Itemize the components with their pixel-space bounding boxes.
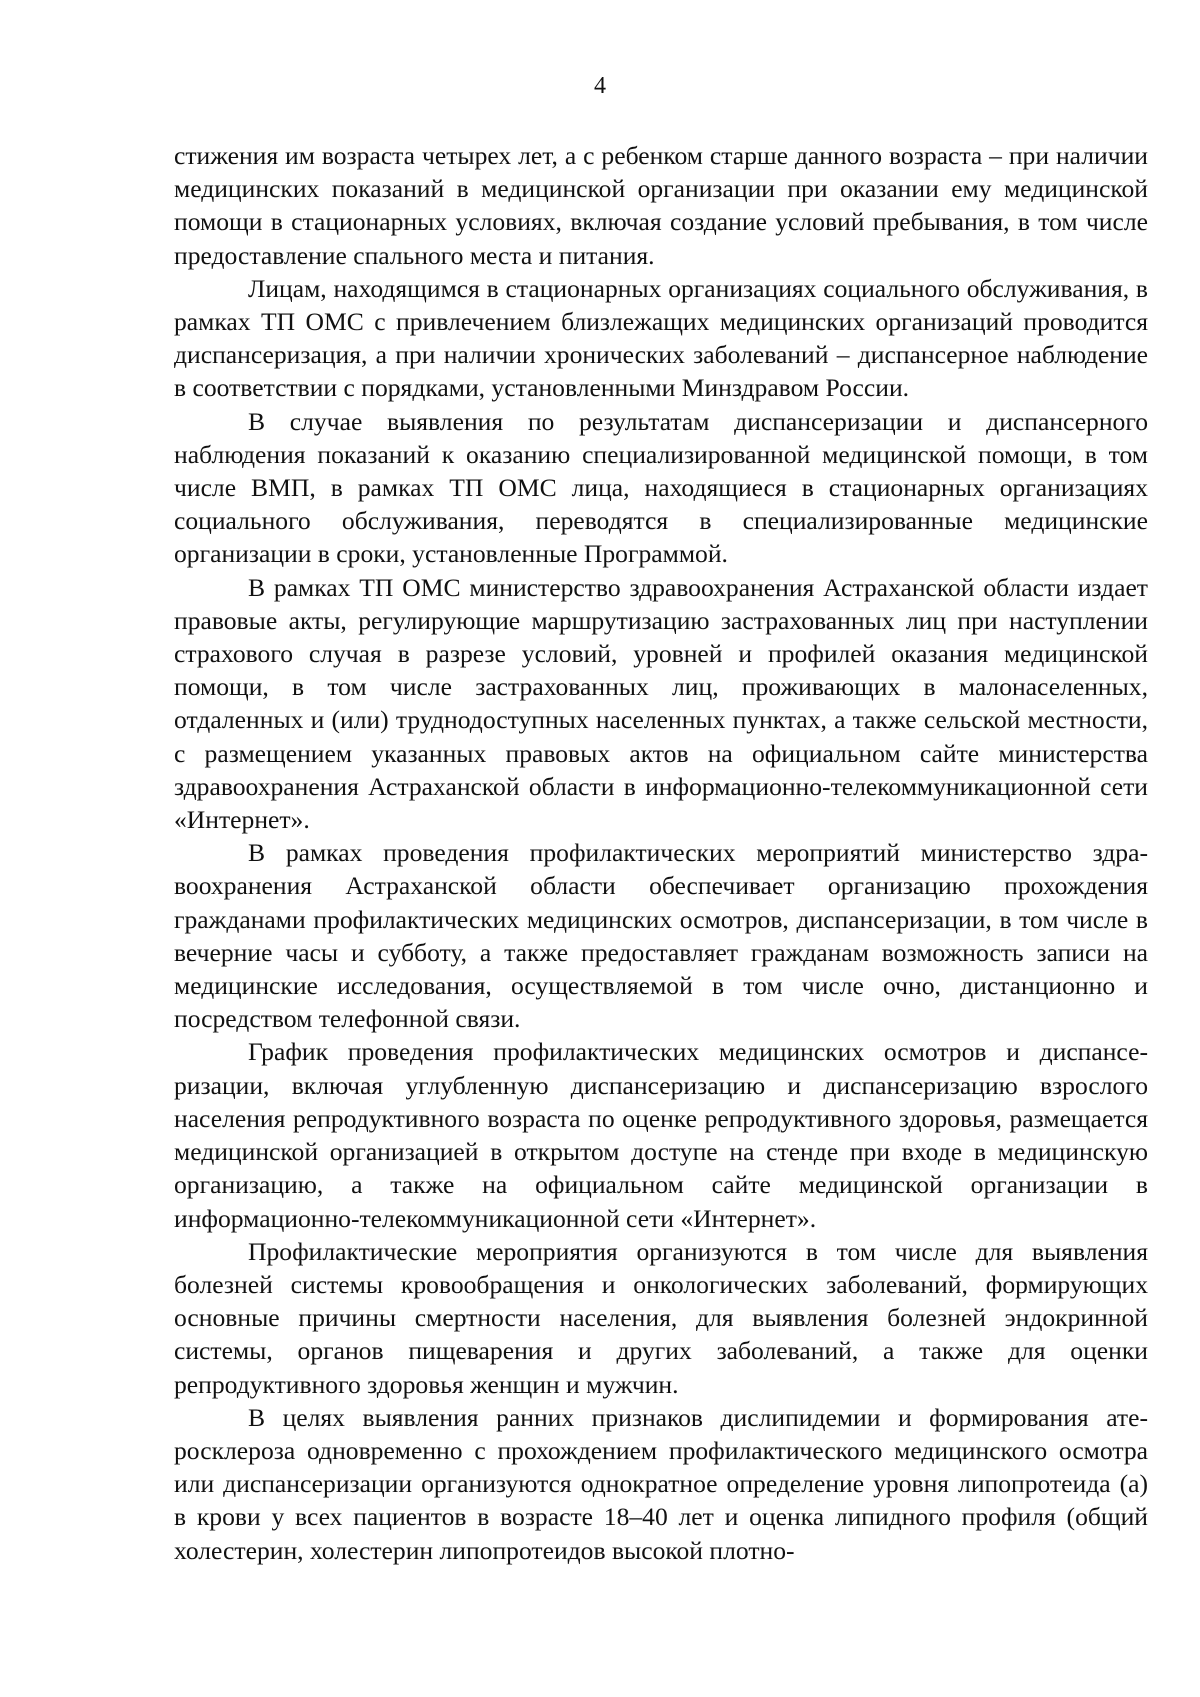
paragraph-social-care-residents: Лицам, находящимся в стационарных организациях социального обслуживания, в рамках ТП ОМС с привлечением близлежащих медицинских организаций проводится диспансеризация, а при наличии хронических заболеваний – диспансерное наблюдение в соответствии с порядками, установленными Минздравом России. bbox=[174, 273, 1148, 403]
paragraph-disease-detection: Профилактические мероприятия организуются в том числе для выявления болезней системы кровообращения и онкологических заболеваний, формирующих основные причины смертности населения, для выявления болезней эндокринной системы, органов пищеварения и других заболеваний, а также для оценки репродуктивного здоровья женщин и мужчин. bbox=[174, 1236, 1148, 1399]
paragraph-preventive-measures: В рамках проведения профилактических мероприятий министерство здравоохранения Астраханской области обеспечивает организацию прохождения гражданами профилактических медицинских осмотров, диспансеризации, в том числе в вечерние часы и субботу, а также предоставляет гражданам возможность записи на медицинские исследования, осуществляемой в том числе очно, дистанционно и посредством телефонной связи. bbox=[174, 838, 1148, 1034]
paragraph-specialized-care-transfer: В случае выявления по результатам диспансеризации и диспансерного наблюдения показаний к оказанию специализированной медицинской помощи, в том числе ВМП, в рамках ТП ОМС лица, находящиеся в стационарных организациях социального обслуживания, переводятся в специализированные медицинские организации в сроки, установленные Программой. bbox=[174, 406, 1148, 569]
document-body bbox=[174, 139, 1148, 1567]
paragraph-routing-acts: В рамках ТП ОМС министерство здравоохранения Астраханской области издает правовые акты, регулирующие маршрутизацию застрахованных лиц при наступлении страхового случая в разрезе условий, уровней и профилей оказания медицинской помощи, в том числе застрахованных лиц, проживающих в малонаселенных, отдаленных и (или) труднодоступных населенных пунктах, а также сельской местности, с размещением указанных правовых актов на официальном сайте министерства здравоохранения Астраханской области в информационно-телекоммуникационной сети «Интернет». bbox=[174, 572, 1148, 835]
page-number: 4 bbox=[594, 73, 606, 99]
paragraph-examination-schedule: График проведения профилактических медицинских осмотров и диспансеризации, включая углубленную диспансеризацию и диспансеризацию взрослого населения репродуктивного возраста по оценке репродуктивного здоровья, размещается медицинской организацией в открытом доступе на стенде при входе в медицинскую организацию, а также на официальном сайте медицинской организации в информационно-телекоммуникационной сети «Интернет». bbox=[174, 1037, 1148, 1233]
paragraph-dyslipidemia: В целях выявления ранних признаков дислипидемии и формирования атеросклероза одновременно с прохождением профилактического медицинского осмотра или диспансеризации организуются однократное определение уровня липопротеида (а) в крови у всех пациентов в возрасте 18–40 лет и оценка липидного профиля (общий холестерин, холестерин липопротеидов высокой плотно- bbox=[174, 1402, 1148, 1565]
paragraph-continuation: стижения им возраста четырех лет, а с ребенком старше данного возраста – при наличии медицинских показаний в медицинской организации при оказании ему медицинской помощи в стационарных условиях, включая создание условий пребывания, в том числе предоставление спального места и питания. bbox=[174, 141, 1148, 270]
